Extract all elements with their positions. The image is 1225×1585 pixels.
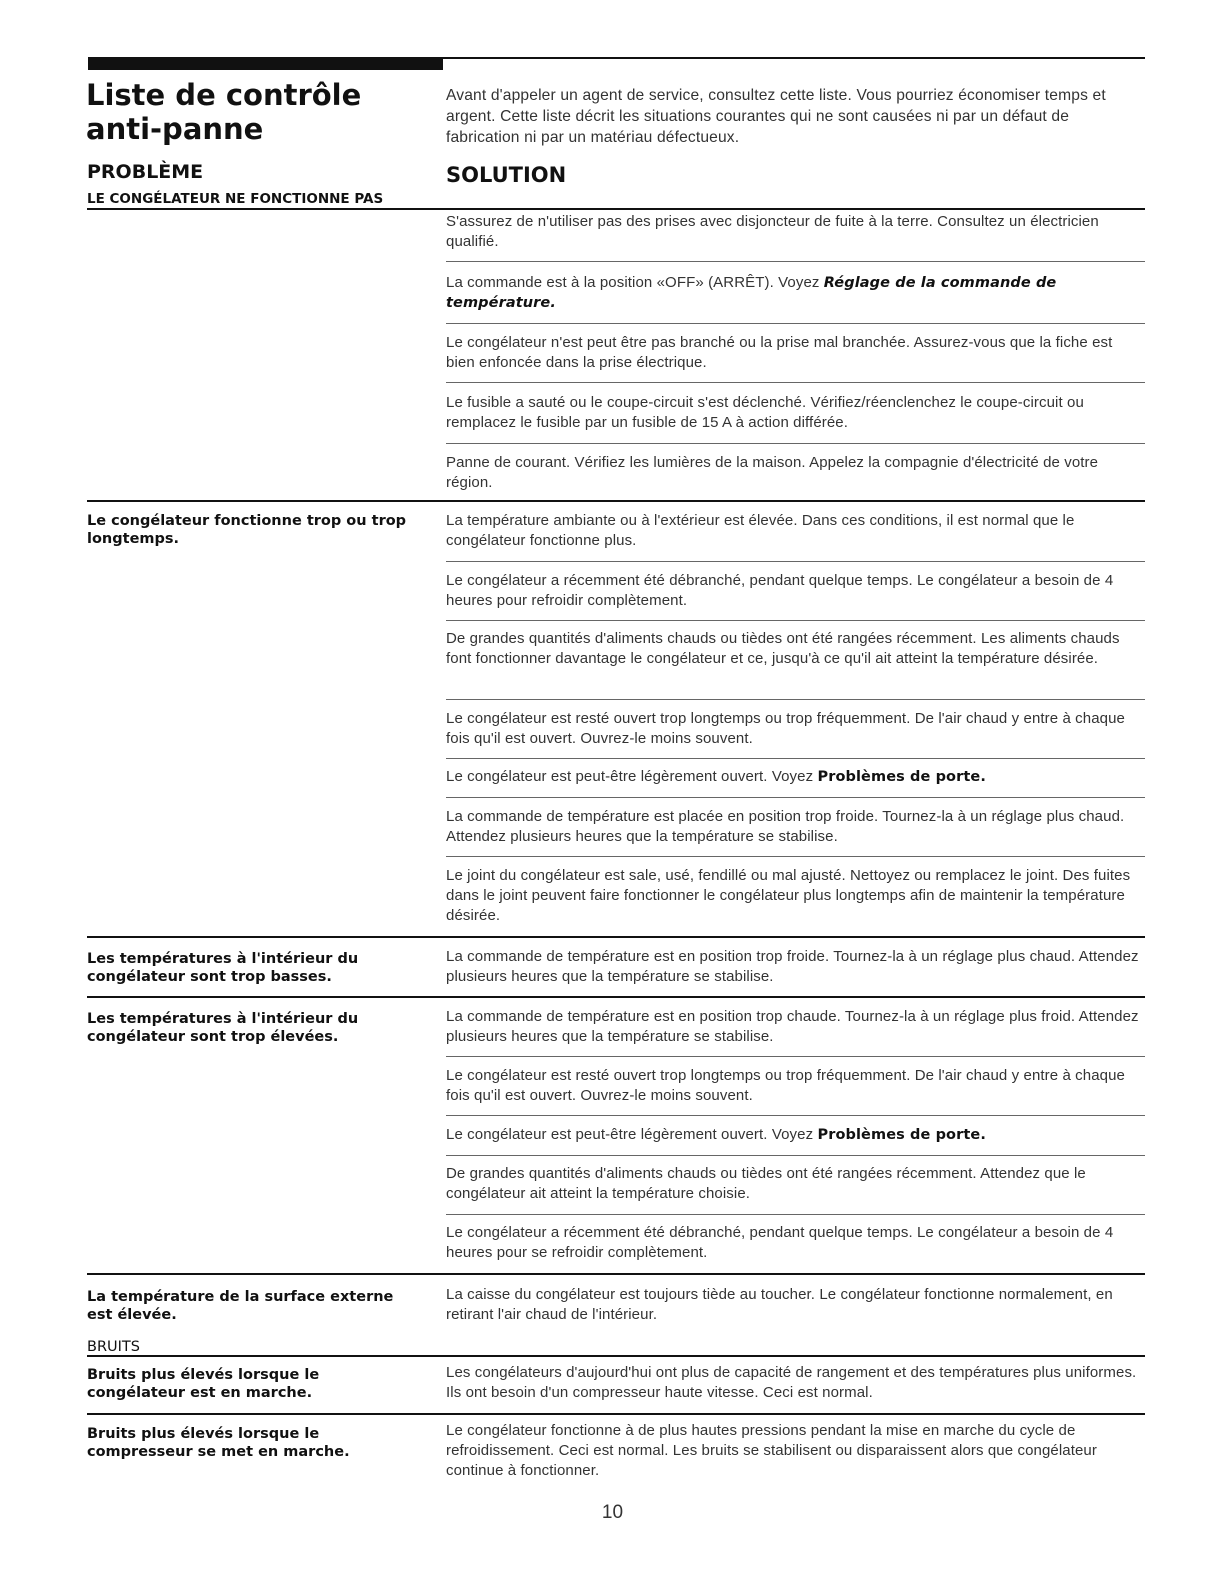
- divider: [446, 1214, 1145, 1215]
- problem-runs-too-long: Le congélateur fonctionne trop ou trop longtemps.: [87, 513, 407, 547]
- divider: [446, 261, 1145, 262]
- problem-column-heading: PROBLÈME: [87, 161, 204, 183]
- divider: [87, 936, 1145, 938]
- solution-item: Le congélateur a récemment été débranché, pendant quelque temps. Le congélateur a besoin de 4 heures pour refroidir complètement.: [446, 572, 1114, 609]
- problem-noise-running: Bruits plus élevés lorsque le congélateur est en marche.: [87, 1367, 320, 1401]
- solution-item: La commande de température est en position trop chaude. Tournez-la à un réglage plus froid. Attendez plusieurs heures que la température se stabilise.: [446, 1008, 1139, 1045]
- problem-noise-compressor: Bruits plus élevés lorsque le compresseur se met en marche.: [87, 1426, 350, 1460]
- solution-item: Le congélateur est resté ouvert trop longtemps ou trop fréquemment. De l'air chaud y entre à chaque fois qu'il est ouvert. Ouvrez-le moins souvent.: [446, 1067, 1125, 1104]
- solution-item: Le congélateur est resté ouvert trop longtemps ou trop fréquemment. De l'air chaud y entre à chaque fois qu'il est ouvert. Ouvrez-le moins souvent.: [446, 710, 1125, 747]
- divider: [446, 382, 1145, 383]
- reference-link[interactable]: Réglage de la commande de température.: [446, 275, 1057, 311]
- solution-item: Le fusible a sauté ou le coupe-circuit s'est déclenché. Vérifiez/réenclenchez le coupe-circuit ou remplacez le fusible par un fusible de 15 A à action différée.: [446, 394, 1084, 431]
- header-rule-thick: [88, 57, 443, 70]
- divider: [446, 797, 1145, 798]
- problem-temp-too-high: Les températures à l'intérieur du congélateur sont trop élevées.: [87, 1011, 359, 1045]
- divider: [87, 1273, 1145, 1275]
- solution-item: La caisse du congélateur est toujours tiède au toucher. Le congélateur fonctionne normalement, en retirant l'air chaud de l'intérieur.: [446, 1286, 1113, 1323]
- solution-item: Panne de courant. Vérifiez les lumières de la maison. Appelez la compagnie d'électricité de votre région.: [446, 454, 1099, 491]
- solution-item: De grandes quantités d'aliments chauds ou tièdes ont été rangées récemment. Attendez que le congélateur ait atteint la température choisie.: [446, 1165, 1086, 1202]
- divider: [446, 1056, 1145, 1057]
- divider: [87, 500, 1145, 502]
- divider: [87, 996, 1145, 998]
- category-heading-noise: BRUITS: [87, 1339, 140, 1355]
- divider: [446, 323, 1145, 324]
- divider: [87, 1355, 1145, 1357]
- solution-item: Le congélateur a récemment été débranché, pendant quelque temps. Le congélateur a besoin de 4 heures pour se refroidir complètement.: [446, 1224, 1114, 1261]
- divider: [446, 1115, 1145, 1116]
- solution-item: Le joint du congélateur est sale, usé, fendillé ou mal ajusté. Nettoyez ou remplacez le joint. Des fuites dans le joint peuvent faire fonctionner le congélateur plus longtemps afin de maintenir la température désirée.: [446, 867, 1131, 924]
- divider: [446, 620, 1145, 621]
- solution-column-heading: SOLUTION: [446, 163, 567, 187]
- solution-item: De grandes quantités d'aliments chauds ou tièdes ont été rangées récemment. Les aliments chauds font fonctionner davantage le congélateur et ce, jusqu'à ce qu'il ait atteint la température désirée.: [446, 630, 1120, 667]
- page-title: Liste de contrôle anti-panne: [86, 78, 362, 146]
- solution-item: S'assurez de n'utiliser pas des prises avec disjoncteur de fuite à la terre. Consultez un électricien qualifié.: [446, 213, 1099, 250]
- reference-link[interactable]: Problèmes de porte.: [817, 769, 986, 785]
- solution-item: Les congélateurs d'aujourd'hui ont plus de capacité de rangement et des températures plus uniformes. Ils ont besoin d'un compresseur haute vitesse. Ceci est normal.: [446, 1364, 1137, 1401]
- solution-item: La commande de température est placée en position trop froide. Tournez-la à un réglage plus chaud. Attendez plusieurs heures que la température se stabilise.: [446, 808, 1125, 845]
- solution-item: La commande est à la position «OFF» (ARRÊT). Voyez Réglage de la commande de température.: [446, 274, 1057, 311]
- intro-text: Avant d'appeler un agent de service, consultez cette liste. Vous pourriez économiser temps et argent. Cette liste décrit les situations courantes qui ne sont causées ni par un défaut de fabrication ni par un matériau défectueux.: [446, 87, 1106, 146]
- divider: [446, 443, 1145, 444]
- divider: [87, 1413, 1145, 1415]
- reference-link[interactable]: Problèmes de porte.: [817, 1127, 986, 1143]
- divider: [446, 758, 1145, 759]
- solution-item: Le congélateur est peut-être légèrement ouvert. Voyez Problèmes de porte.: [446, 768, 986, 785]
- problem-temp-too-low: Les températures à l'intérieur du congélateur sont trop basses.: [87, 951, 359, 985]
- divider: [446, 856, 1145, 857]
- divider: [446, 1155, 1145, 1156]
- solution-item: La commande de température est en position trop froide. Tournez-la à un réglage plus chaud. Attendez plusieurs heures que la température se stabilise.: [446, 948, 1139, 985]
- solution-item: La température ambiante ou à l'extérieur est élevée. Dans ces conditions, il est normal que le congélateur fonctionne plus.: [446, 512, 1075, 549]
- solution-item: Le congélateur est peut-être légèrement ouvert. Voyez Problèmes de porte.: [446, 1126, 986, 1143]
- category-heading-not-running: LE CONGÉLATEUR NE FONCTIONNE PAS: [87, 191, 384, 207]
- problem-surface-warm: La température de la surface externe est élevée.: [87, 1289, 394, 1323]
- divider: [446, 561, 1145, 562]
- page-number: 10: [601, 1502, 624, 1523]
- divider: [87, 208, 1145, 210]
- divider: [446, 699, 1145, 700]
- solution-item: Le congélateur fonctionne à de plus hautes pressions pendant la mise en marche du cycle de refroidissement. Ceci est normal. Les bruits se stabilisent ou disparaissent alors que congélateur continue à fonctionner.: [446, 1422, 1097, 1479]
- solution-item: Le congélateur n'est peut être pas branché ou la prise mal branchée. Assurez-vous que la fiche est bien enfoncée dans la prise électrique.: [446, 334, 1113, 371]
